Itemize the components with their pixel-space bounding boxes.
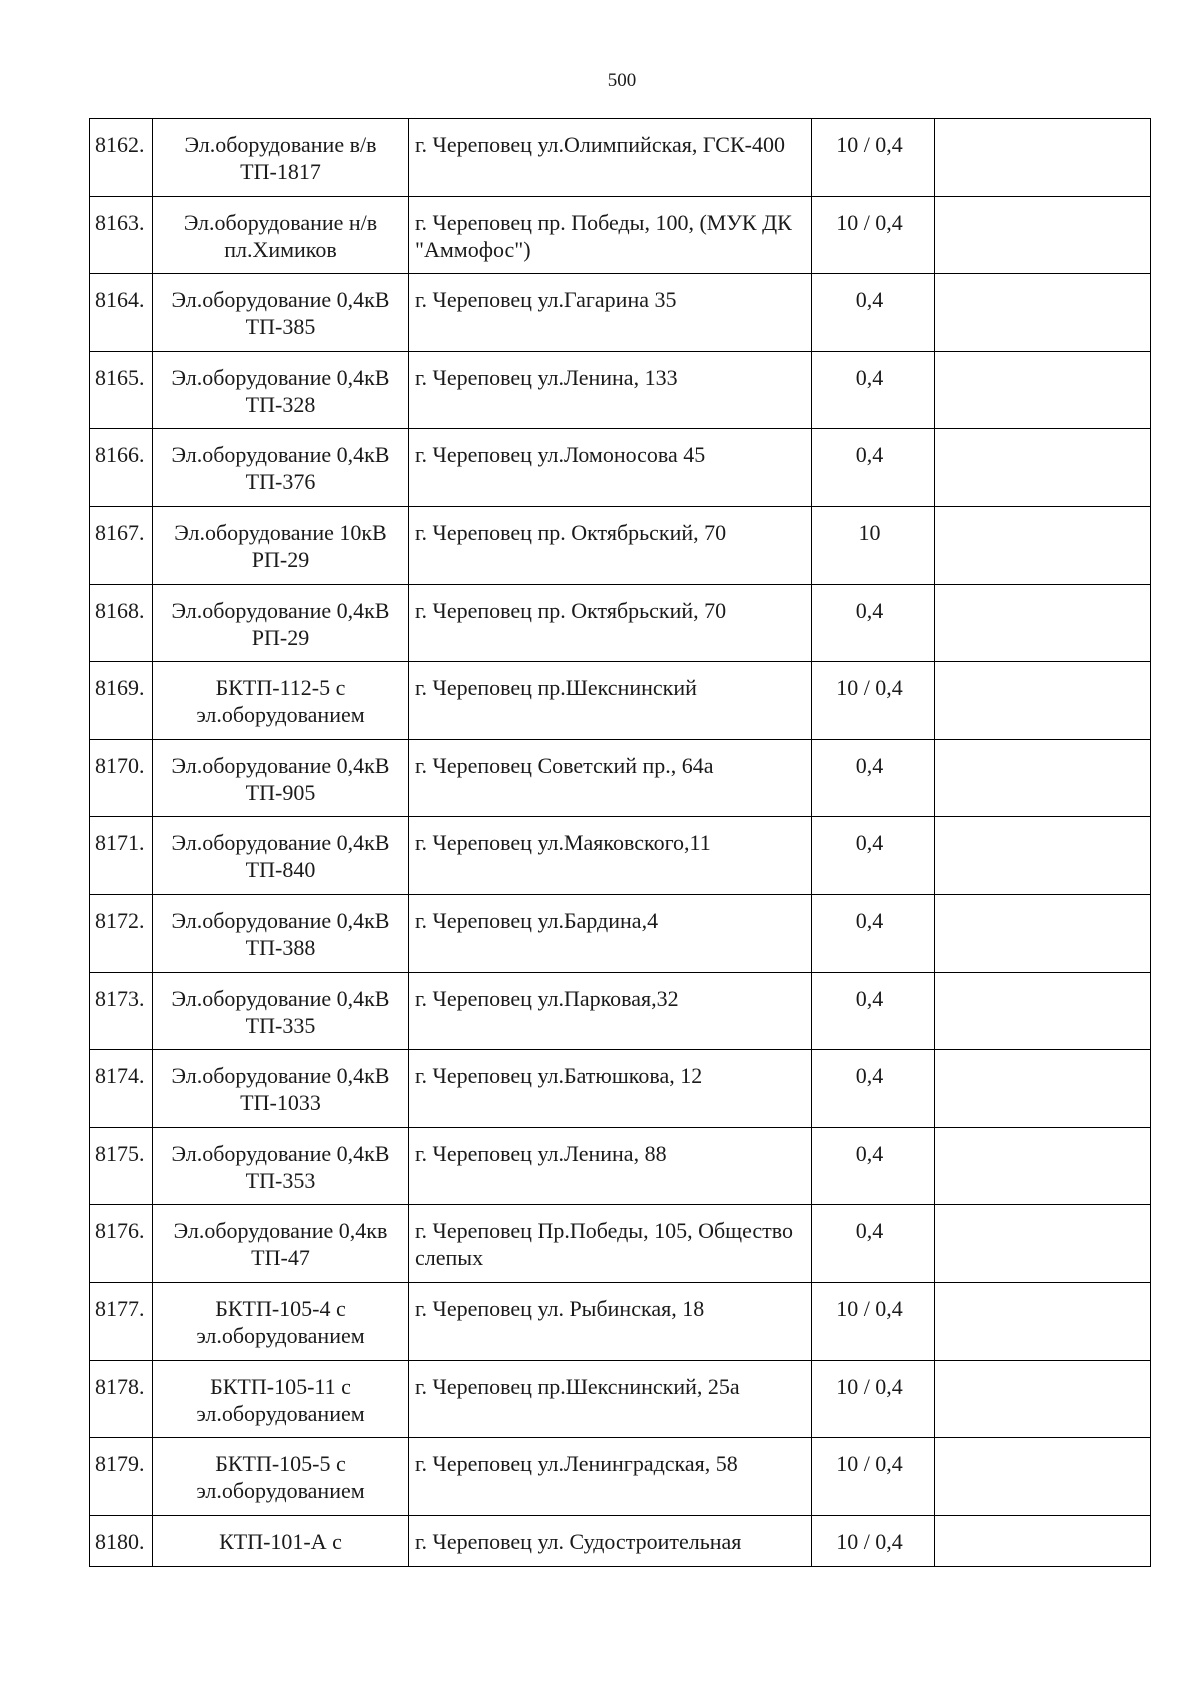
notes-cell	[935, 1438, 1151, 1516]
voltage-cell: 0,4	[812, 351, 935, 429]
voltage-cell: 0,4	[812, 584, 935, 662]
voltage-cell: 0,4	[812, 1127, 935, 1205]
row-number-cell: 8164.	[90, 274, 153, 352]
row-number-cell: 8179.	[90, 1438, 153, 1516]
table-row	[90, 506, 1151, 584]
notes-cell	[935, 894, 1151, 972]
voltage-cell: 0,4	[812, 429, 935, 507]
notes-cell	[935, 584, 1151, 662]
notes-cell	[935, 119, 1151, 197]
table-row	[90, 1438, 1151, 1516]
address-cell: г. Череповец ул.Батюшкова, 12	[409, 1050, 812, 1128]
equipment-name-cell: Эл.оборудование 0,4кВ РП-29	[153, 584, 409, 662]
notes-cell	[935, 196, 1151, 274]
equipment-table	[89, 118, 1151, 1567]
address-cell: г. Череповец Пр.Победы, 105, Общество слепых	[409, 1205, 812, 1283]
equipment-name-cell: Эл.оборудование 0,4кВ ТП-376	[153, 429, 409, 507]
row-number-cell: 8169.	[90, 662, 153, 740]
row-number-cell: 8180.	[90, 1515, 153, 1566]
row-number-cell: 8168.	[90, 584, 153, 662]
row-number-cell: 8173.	[90, 972, 153, 1050]
notes-cell	[935, 739, 1151, 817]
table-row	[90, 119, 1151, 197]
address-cell: г. Череповец ул.Парковая,32	[409, 972, 812, 1050]
row-number-cell: 8172.	[90, 894, 153, 972]
equipment-name-cell: БКТП-112-5 с эл.оборудованием	[153, 662, 409, 740]
equipment-name-cell: БКТП-105-11 с эл.оборудованием	[153, 1360, 409, 1438]
table-row	[90, 1127, 1151, 1205]
voltage-cell: 10 / 0,4	[812, 1360, 935, 1438]
equipment-name-cell: БКТП-105-4 с эл.оборудованием	[153, 1282, 409, 1360]
voltage-cell: 0,4	[812, 274, 935, 352]
row-number-cell: 8171.	[90, 817, 153, 895]
voltage-cell: 10 / 0,4	[812, 119, 935, 197]
address-cell: г. Череповец пр.Шекснинский, 25а	[409, 1360, 812, 1438]
table-row	[90, 817, 1151, 895]
row-number-cell: 8177.	[90, 1282, 153, 1360]
table-row	[90, 1282, 1151, 1360]
table-row	[90, 972, 1151, 1050]
notes-cell	[935, 817, 1151, 895]
voltage-cell: 10 / 0,4	[812, 196, 935, 274]
table-row	[90, 274, 1151, 352]
row-number-cell: 8167.	[90, 506, 153, 584]
equipment-name-cell: КТП-101-А с	[153, 1515, 409, 1566]
equipment-name-cell: БКТП-105-5 с эл.оборудованием	[153, 1438, 409, 1516]
address-cell: г. Череповец ул.Олимпийская, ГСК-400	[409, 119, 812, 197]
address-cell: г. Череповец ул. Судостроительная	[409, 1515, 812, 1566]
voltage-cell: 10	[812, 506, 935, 584]
equipment-name-cell: Эл.оборудование 0,4кВ ТП-353	[153, 1127, 409, 1205]
equipment-name-cell: Эл.оборудование 0,4кВ ТП-388	[153, 894, 409, 972]
row-number-cell: 8165.	[90, 351, 153, 429]
address-cell: г. Череповец ул.Ленина, 133	[409, 351, 812, 429]
address-cell: г. Череповец ул.Гагарина 35	[409, 274, 812, 352]
row-number-cell: 8175.	[90, 1127, 153, 1205]
voltage-cell: 0,4	[812, 1050, 935, 1128]
table-row	[90, 196, 1151, 274]
voltage-cell: 0,4	[812, 817, 935, 895]
equipment-name-cell: Эл.оборудование 0,4кВ ТП-1033	[153, 1050, 409, 1128]
page-number: 500	[607, 70, 637, 91]
notes-cell	[935, 274, 1151, 352]
address-cell: г. Череповец пр.Шекснинский	[409, 662, 812, 740]
table-body	[90, 119, 1151, 1567]
table-row	[90, 429, 1151, 507]
equipment-name-cell: Эл.оборудование 0,4кВ ТП-328	[153, 351, 409, 429]
address-cell: г. Череповец пр. Победы, 100, (МУК ДК "Аммофос")	[409, 196, 812, 274]
table-row	[90, 1205, 1151, 1283]
table-row	[90, 1515, 1151, 1566]
equipment-name-cell: Эл.оборудование 0,4кв ТП-47	[153, 1205, 409, 1283]
table-row	[90, 1360, 1151, 1438]
address-cell: г. Череповец ул.Маяковского,11	[409, 817, 812, 895]
address-cell: г. Череповец ул.Бардина,4	[409, 894, 812, 972]
address-cell: г. Череповец Советский пр., 64а	[409, 739, 812, 817]
address-cell: г. Череповец ул.Ломоносова 45	[409, 429, 812, 507]
notes-cell	[935, 1050, 1151, 1128]
row-number-cell: 8178.	[90, 1360, 153, 1438]
table-row	[90, 1050, 1151, 1128]
voltage-cell: 10 / 0,4	[812, 1282, 935, 1360]
notes-cell	[935, 429, 1151, 507]
notes-cell	[935, 1127, 1151, 1205]
voltage-cell: 10 / 0,4	[812, 1438, 935, 1516]
table-row	[90, 662, 1151, 740]
voltage-cell: 0,4	[812, 972, 935, 1050]
notes-cell	[935, 972, 1151, 1050]
equipment-name-cell: Эл.оборудование 0,4кВ ТП-335	[153, 972, 409, 1050]
voltage-cell: 0,4	[812, 739, 935, 817]
table-row	[90, 584, 1151, 662]
notes-cell	[935, 1515, 1151, 1566]
equipment-name-cell: Эл.оборудование в/в ТП-1817	[153, 119, 409, 197]
equipment-name-cell: Эл.оборудование н/в пл.Химиков	[153, 196, 409, 274]
address-cell: г. Череповец ул.Ленина, 88	[409, 1127, 812, 1205]
notes-cell	[935, 1360, 1151, 1438]
equipment-name-cell: Эл.оборудование 0,4кВ ТП-385	[153, 274, 409, 352]
equipment-name-cell: Эл.оборудование 0,4кВ ТП-840	[153, 817, 409, 895]
row-number-cell: 8170.	[90, 739, 153, 817]
row-number-cell: 8166.	[90, 429, 153, 507]
voltage-cell: 10 / 0,4	[812, 662, 935, 740]
address-cell: г. Череповец ул. Рыбинская, 18	[409, 1282, 812, 1360]
table-row	[90, 351, 1151, 429]
row-number-cell: 8174.	[90, 1050, 153, 1128]
notes-cell	[935, 351, 1151, 429]
notes-cell	[935, 506, 1151, 584]
address-cell: г. Череповец пр. Октябрьский, 70	[409, 506, 812, 584]
notes-cell	[935, 1282, 1151, 1360]
voltage-cell: 0,4	[812, 1205, 935, 1283]
address-cell: г. Череповец ул.Ленинградская, 58	[409, 1438, 812, 1516]
table-row	[90, 739, 1151, 817]
voltage-cell: 0,4	[812, 894, 935, 972]
notes-cell	[935, 662, 1151, 740]
equipment-name-cell: Эл.оборудование 10кВ РП-29	[153, 506, 409, 584]
row-number-cell: 8162.	[90, 119, 153, 197]
address-cell: г. Череповец пр. Октябрьский, 70	[409, 584, 812, 662]
voltage-cell: 10 / 0,4	[812, 1515, 935, 1566]
equipment-name-cell: Эл.оборудование 0,4кВ ТП-905	[153, 739, 409, 817]
notes-cell	[935, 1205, 1151, 1283]
row-number-cell: 8163.	[90, 196, 153, 274]
table-row	[90, 894, 1151, 972]
row-number-cell: 8176.	[90, 1205, 153, 1283]
